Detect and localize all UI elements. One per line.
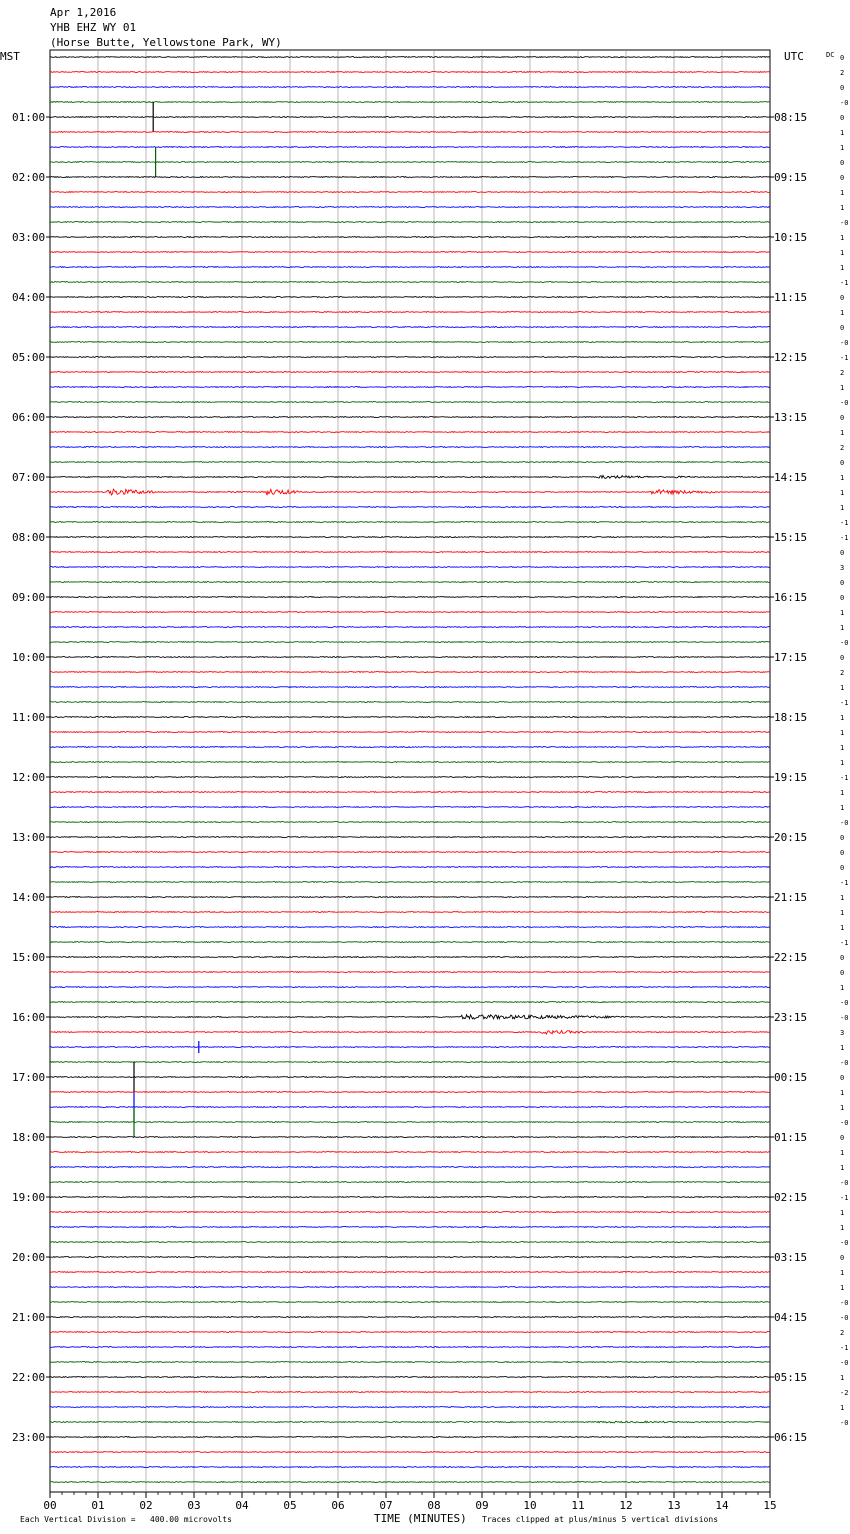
seismic-trace bbox=[50, 1407, 770, 1408]
seismic-trace bbox=[50, 1347, 770, 1348]
utc-tick-label: 16:15 bbox=[774, 591, 808, 604]
x-axis bbox=[43, 1492, 776, 1512]
mst-tick-label: 05:00 bbox=[12, 351, 46, 364]
seismic-trace bbox=[50, 1122, 770, 1123]
mst-tick-label: 15:00 bbox=[12, 951, 46, 964]
seismic-trace bbox=[50, 702, 770, 703]
seismic-trace bbox=[50, 147, 770, 148]
seismic-trace bbox=[50, 222, 770, 223]
x-tick-label: 04 bbox=[235, 1499, 249, 1512]
seismic-trace bbox=[50, 417, 770, 418]
dc-offset: 1 bbox=[840, 384, 845, 392]
x-tick-label: 11 bbox=[571, 1499, 585, 1512]
dc-offset: 1 bbox=[840, 714, 845, 722]
dc-offset: 1 bbox=[840, 1044, 845, 1052]
x-tick-label: 03 bbox=[187, 1499, 201, 1512]
seismic-trace bbox=[50, 612, 770, 613]
dc-offset: -1 bbox=[840, 939, 849, 947]
x-tick-label: 10 bbox=[523, 1499, 537, 1512]
mst-tick-label: 18:00 bbox=[12, 1131, 46, 1144]
seismic-trace bbox=[50, 1212, 770, 1213]
dc-offset: -0 bbox=[840, 339, 849, 347]
seismic-trace bbox=[50, 1015, 770, 1019]
utc-tick-label: 01:15 bbox=[774, 1131, 808, 1144]
dc-offset: 0 bbox=[840, 84, 845, 92]
seismic-trace bbox=[50, 867, 770, 868]
seismic-trace bbox=[50, 207, 770, 208]
dc-offset: 0 bbox=[840, 579, 845, 587]
seismic-trace bbox=[50, 1437, 770, 1438]
dc-offset: 1 bbox=[840, 249, 845, 257]
dc-offset: -0 bbox=[840, 819, 849, 827]
dc-offset: 2 bbox=[840, 1329, 845, 1337]
mst-tick-label: 09:00 bbox=[12, 591, 46, 604]
seismic-trace bbox=[50, 1467, 770, 1468]
x-tick-label: 09 bbox=[475, 1499, 489, 1512]
seismic-trace bbox=[50, 1242, 770, 1243]
utc-tick-label: 09:15 bbox=[774, 171, 808, 184]
seismic-trace bbox=[50, 267, 770, 268]
dc-offset: 1 bbox=[840, 234, 845, 242]
dc-offset: -1 bbox=[840, 519, 849, 527]
dc-offset: -0 bbox=[840, 1359, 849, 1367]
trace-group bbox=[50, 57, 770, 1483]
dc-offset: 0 bbox=[840, 294, 845, 302]
x-tick-label: 13 bbox=[667, 1499, 681, 1512]
dc-offset: 1 bbox=[840, 1209, 845, 1217]
left-axis-title: MST bbox=[0, 50, 20, 63]
utc-tick-label: 23:15 bbox=[774, 1011, 808, 1024]
seismic-trace bbox=[50, 1377, 770, 1378]
mst-tick-label: 16:00 bbox=[12, 1011, 46, 1024]
seismic-trace bbox=[50, 912, 770, 913]
seismic-trace bbox=[50, 237, 770, 238]
seismic-trace bbox=[50, 312, 770, 313]
dc-offset-labels bbox=[840, 54, 848, 1427]
dc-label: DC bbox=[826, 51, 835, 59]
seismic-trace bbox=[50, 1302, 770, 1303]
dc-offset: 1 bbox=[840, 144, 845, 152]
dc-offset: 2 bbox=[840, 369, 845, 377]
x-tick-label: 00 bbox=[43, 1499, 57, 1512]
utc-tick-label: 17:15 bbox=[774, 651, 808, 664]
x-tick-label: 14 bbox=[715, 1499, 729, 1512]
seismic-trace bbox=[50, 1452, 770, 1453]
utc-time-labels bbox=[770, 111, 807, 1444]
seismic-trace bbox=[50, 432, 770, 433]
dc-offset: -0 bbox=[840, 639, 849, 647]
seismic-trace bbox=[50, 972, 770, 973]
utc-tick-label: 14:15 bbox=[774, 471, 808, 484]
seismic-trace bbox=[50, 387, 770, 388]
utc-tick-label: 13:15 bbox=[774, 411, 808, 424]
dc-offset: -0 bbox=[840, 1239, 849, 1247]
utc-tick-label: 06:15 bbox=[774, 1431, 808, 1444]
dc-offset: 1 bbox=[840, 1374, 845, 1382]
mst-tick-label: 07:00 bbox=[12, 471, 46, 484]
seismic-trace bbox=[50, 177, 770, 178]
dc-offset: 1 bbox=[840, 894, 845, 902]
dc-offset: 1 bbox=[840, 204, 845, 212]
dc-offset: 1 bbox=[840, 744, 845, 752]
seismic-trace bbox=[50, 807, 770, 808]
seismic-trace bbox=[50, 1272, 770, 1273]
dc-offset: 1 bbox=[840, 684, 845, 692]
seismic-trace bbox=[50, 582, 770, 583]
header-date: Apr 1,2016 bbox=[50, 6, 117, 19]
seismic-trace bbox=[50, 132, 770, 133]
seismic-trace bbox=[50, 1392, 770, 1393]
dc-offset: 1 bbox=[840, 489, 845, 497]
seismic-trace bbox=[50, 567, 770, 568]
seismic-trace bbox=[50, 1002, 770, 1003]
x-tick-label: 12 bbox=[619, 1499, 633, 1512]
dc-offset: 1 bbox=[840, 729, 845, 737]
seismic-trace bbox=[50, 1362, 770, 1363]
dc-offset: 1 bbox=[840, 804, 845, 812]
mst-tick-label: 23:00 bbox=[12, 1431, 46, 1444]
dc-offset: 0 bbox=[840, 1074, 845, 1082]
seismic-trace bbox=[50, 1047, 770, 1048]
dc-offset: 1 bbox=[840, 984, 845, 992]
dc-offset: 2 bbox=[840, 669, 845, 677]
mst-tick-label: 08:00 bbox=[12, 531, 46, 544]
seismic-trace bbox=[50, 1062, 770, 1063]
seismic-trace bbox=[50, 1197, 770, 1198]
seismic-trace bbox=[50, 657, 770, 658]
x-tick-label: 08 bbox=[427, 1499, 441, 1512]
seismic-trace bbox=[50, 357, 770, 358]
dc-offset: 1 bbox=[840, 1104, 845, 1112]
utc-tick-label: 05:15 bbox=[774, 1371, 808, 1384]
seismic-trace bbox=[50, 897, 770, 898]
mst-tick-label: 20:00 bbox=[12, 1251, 46, 1264]
utc-tick-label: 21:15 bbox=[774, 891, 808, 904]
seismic-trace bbox=[50, 537, 770, 538]
seismic-trace bbox=[50, 1167, 770, 1168]
x-axis-title: TIME (MINUTES) bbox=[374, 1512, 467, 1525]
scale-prefix: Each Vertical Division = bbox=[20, 1515, 136, 1524]
dc-offset: -0 bbox=[840, 1419, 849, 1427]
utc-tick-label: 00:15 bbox=[774, 1071, 808, 1084]
dc-offset: 0 bbox=[840, 459, 845, 467]
mst-tick-label: 14:00 bbox=[12, 891, 46, 904]
utc-tick-label: 02:15 bbox=[774, 1191, 808, 1204]
dc-offset: 3 bbox=[840, 564, 845, 572]
mst-tick-label: 21:00 bbox=[12, 1311, 46, 1324]
seismic-trace bbox=[50, 1182, 770, 1183]
seismic-trace bbox=[50, 297, 770, 298]
dc-offset: -1 bbox=[840, 774, 849, 782]
dc-offset: 1 bbox=[840, 1269, 845, 1277]
seismic-trace bbox=[50, 942, 770, 943]
seismic-trace bbox=[50, 522, 770, 523]
seismic-trace bbox=[50, 627, 770, 628]
seismic-trace bbox=[50, 475, 770, 478]
dc-offset: 1 bbox=[840, 309, 845, 317]
dc-offset: 1 bbox=[840, 1164, 845, 1172]
mst-tick-label: 17:00 bbox=[12, 1071, 46, 1084]
dc-offset: 0 bbox=[840, 159, 845, 167]
seismic-trace bbox=[50, 1482, 770, 1483]
dc-offset: 1 bbox=[840, 789, 845, 797]
seismic-trace bbox=[50, 762, 770, 763]
mst-tick-label: 19:00 bbox=[12, 1191, 46, 1204]
seismic-trace bbox=[50, 252, 770, 253]
mst-tick-label: 11:00 bbox=[12, 711, 46, 724]
x-tick-label: 02 bbox=[139, 1499, 153, 1512]
seismic-trace bbox=[50, 1257, 770, 1258]
utc-tick-label: 10:15 bbox=[774, 231, 808, 244]
dc-offset: -0 bbox=[840, 99, 849, 107]
utc-tick-label: 18:15 bbox=[774, 711, 808, 724]
mst-tick-label: 22:00 bbox=[12, 1371, 46, 1384]
dc-offset: 0 bbox=[840, 1254, 845, 1262]
utc-tick-label: 11:15 bbox=[774, 291, 808, 304]
seismic-trace bbox=[50, 192, 770, 193]
dc-offset: -0 bbox=[840, 399, 849, 407]
utc-tick-label: 15:15 bbox=[774, 531, 808, 544]
seismic-trace bbox=[50, 72, 770, 73]
dc-offset: -0 bbox=[840, 1299, 849, 1307]
dc-offset: 0 bbox=[840, 969, 845, 977]
dc-offset: 1 bbox=[840, 264, 845, 272]
seismic-trace bbox=[50, 342, 770, 343]
x-tick-label: 15 bbox=[763, 1499, 777, 1512]
dc-offset: 1 bbox=[840, 609, 845, 617]
dc-offset: -0 bbox=[840, 219, 849, 227]
seismic-trace bbox=[50, 1031, 770, 1035]
dc-offset: 0 bbox=[840, 114, 845, 122]
seismic-trace bbox=[50, 987, 770, 988]
seismic-trace bbox=[50, 642, 770, 643]
seismic-trace bbox=[50, 732, 770, 733]
seismic-trace bbox=[50, 462, 770, 463]
dc-offset: 1 bbox=[840, 924, 845, 932]
dc-offset: -0 bbox=[840, 1314, 849, 1322]
seismic-trace bbox=[50, 1137, 770, 1138]
right-axis-title: UTC bbox=[784, 50, 804, 63]
seismic-trace bbox=[50, 1332, 770, 1333]
seismic-trace bbox=[50, 1317, 770, 1318]
seismic-trace bbox=[50, 282, 770, 283]
dc-offset: -0 bbox=[840, 1014, 849, 1022]
seismic-trace bbox=[50, 882, 770, 883]
seismic-trace bbox=[50, 1152, 770, 1153]
seismic-trace bbox=[50, 117, 770, 118]
seismic-trace bbox=[50, 327, 770, 328]
seismic-trace bbox=[50, 162, 770, 163]
seismic-trace bbox=[50, 57, 770, 58]
dc-offset: -1 bbox=[840, 1194, 849, 1202]
dc-offset: 1 bbox=[840, 1089, 845, 1097]
dc-offset: 0 bbox=[840, 849, 845, 857]
seismic-trace bbox=[50, 747, 770, 748]
dc-offset: 1 bbox=[840, 1284, 845, 1292]
dc-offset: 1 bbox=[840, 1224, 845, 1232]
scale-value: 400.00 microvolts bbox=[150, 1515, 232, 1524]
seismic-trace bbox=[50, 447, 770, 448]
dc-offset: 0 bbox=[840, 54, 845, 62]
dc-offset: -1 bbox=[840, 534, 849, 542]
mst-tick-label: 10:00 bbox=[12, 651, 46, 664]
dc-offset: 1 bbox=[840, 504, 845, 512]
seismic-trace bbox=[50, 687, 770, 688]
dc-offset: -0 bbox=[840, 999, 849, 1007]
dc-offset: 0 bbox=[840, 594, 845, 602]
seismic-trace bbox=[50, 1092, 770, 1093]
seismic-trace bbox=[50, 87, 770, 88]
seismic-trace bbox=[50, 507, 770, 508]
dc-offset: 2 bbox=[840, 444, 845, 452]
dc-offset: 1 bbox=[840, 624, 845, 632]
mst-tick-label: 01:00 bbox=[12, 111, 46, 124]
plot-grid bbox=[50, 50, 770, 1492]
dc-offset: 1 bbox=[840, 429, 845, 437]
seismic-trace bbox=[50, 1227, 770, 1228]
mst-tick-label: 13:00 bbox=[12, 831, 46, 844]
x-tick-label: 06 bbox=[331, 1499, 345, 1512]
utc-tick-label: 03:15 bbox=[774, 1251, 808, 1264]
x-tick-label: 05 bbox=[283, 1499, 297, 1512]
seismic-trace bbox=[50, 552, 770, 553]
mst-tick-label: 03:00 bbox=[12, 231, 46, 244]
dc-offset: 0 bbox=[840, 549, 845, 557]
dc-offset: -0 bbox=[840, 1059, 849, 1067]
utc-tick-label: 19:15 bbox=[774, 771, 808, 784]
dc-offset: -2 bbox=[840, 1389, 849, 1397]
utc-tick-label: 22:15 bbox=[774, 951, 808, 964]
dc-offset: 0 bbox=[840, 654, 845, 662]
seismic-trace bbox=[50, 102, 770, 103]
dc-offset: 3 bbox=[840, 1029, 845, 1037]
mst-tick-label: 02:00 bbox=[12, 171, 46, 184]
dc-offset: 2 bbox=[840, 69, 845, 77]
mst-tick-label: 12:00 bbox=[12, 771, 46, 784]
seismic-trace bbox=[50, 1077, 770, 1078]
seismic-trace bbox=[50, 717, 770, 718]
seismic-trace bbox=[50, 1421, 770, 1423]
dc-offset: -1 bbox=[840, 1344, 849, 1352]
seismic-trace bbox=[50, 1287, 770, 1288]
dc-offset: 1 bbox=[840, 189, 845, 197]
dc-offset: 1 bbox=[840, 909, 845, 917]
utc-tick-label: 08:15 bbox=[774, 111, 808, 124]
dc-offset: -1 bbox=[840, 879, 849, 887]
plot-frame bbox=[50, 50, 770, 1492]
x-tick-label: 01 bbox=[91, 1499, 105, 1512]
dc-offset: 1 bbox=[840, 1149, 845, 1157]
seismic-trace bbox=[50, 852, 770, 853]
seismic-trace bbox=[50, 402, 770, 403]
utc-tick-label: 20:15 bbox=[774, 831, 808, 844]
header-station: YHB EHZ WY 01 bbox=[50, 21, 137, 34]
seismic-trace bbox=[50, 489, 770, 495]
seismic-trace bbox=[50, 597, 770, 598]
seismic-trace bbox=[50, 822, 770, 823]
clip-note: Traces clipped at plus/minus 5 vertical divisions bbox=[482, 1515, 719, 1524]
seismic-trace bbox=[50, 957, 770, 958]
dc-offset: 0 bbox=[840, 1134, 845, 1142]
utc-tick-label: 12:15 bbox=[774, 351, 808, 364]
dc-offset: 0 bbox=[840, 864, 845, 872]
seismic-trace bbox=[50, 792, 770, 793]
dc-offset: -1 bbox=[840, 699, 849, 707]
seismic-trace bbox=[50, 372, 770, 373]
dc-offset: 1 bbox=[840, 474, 845, 482]
x-tick-label: 07 bbox=[379, 1499, 393, 1512]
seismic-trace bbox=[50, 837, 770, 838]
dc-offset: -0 bbox=[840, 1119, 849, 1127]
seismic-trace bbox=[50, 777, 770, 778]
dc-offset: 0 bbox=[840, 834, 845, 842]
dc-offset: -1 bbox=[840, 354, 849, 362]
dc-offset: 0 bbox=[840, 324, 845, 332]
dc-offset: 0 bbox=[840, 414, 845, 422]
mst-tick-label: 04:00 bbox=[12, 291, 46, 304]
mst-tick-label: 06:00 bbox=[12, 411, 46, 424]
utc-tick-label: 04:15 bbox=[774, 1311, 808, 1324]
dc-offset: -0 bbox=[840, 1179, 849, 1187]
dc-offset: 1 bbox=[840, 129, 845, 137]
header-location: (Horse Butte, Yellowstone Park, WY) bbox=[50, 36, 282, 49]
seismic-trace bbox=[50, 672, 770, 673]
dc-offset: 0 bbox=[840, 174, 845, 182]
dc-offset: -1 bbox=[840, 279, 849, 287]
dc-offset: 1 bbox=[840, 1404, 845, 1412]
dc-offset: 0 bbox=[840, 954, 845, 962]
seismic-trace bbox=[50, 927, 770, 928]
mst-time-labels bbox=[12, 111, 50, 1444]
dc-offset: 1 bbox=[840, 759, 845, 767]
seismic-trace bbox=[50, 1107, 770, 1108]
